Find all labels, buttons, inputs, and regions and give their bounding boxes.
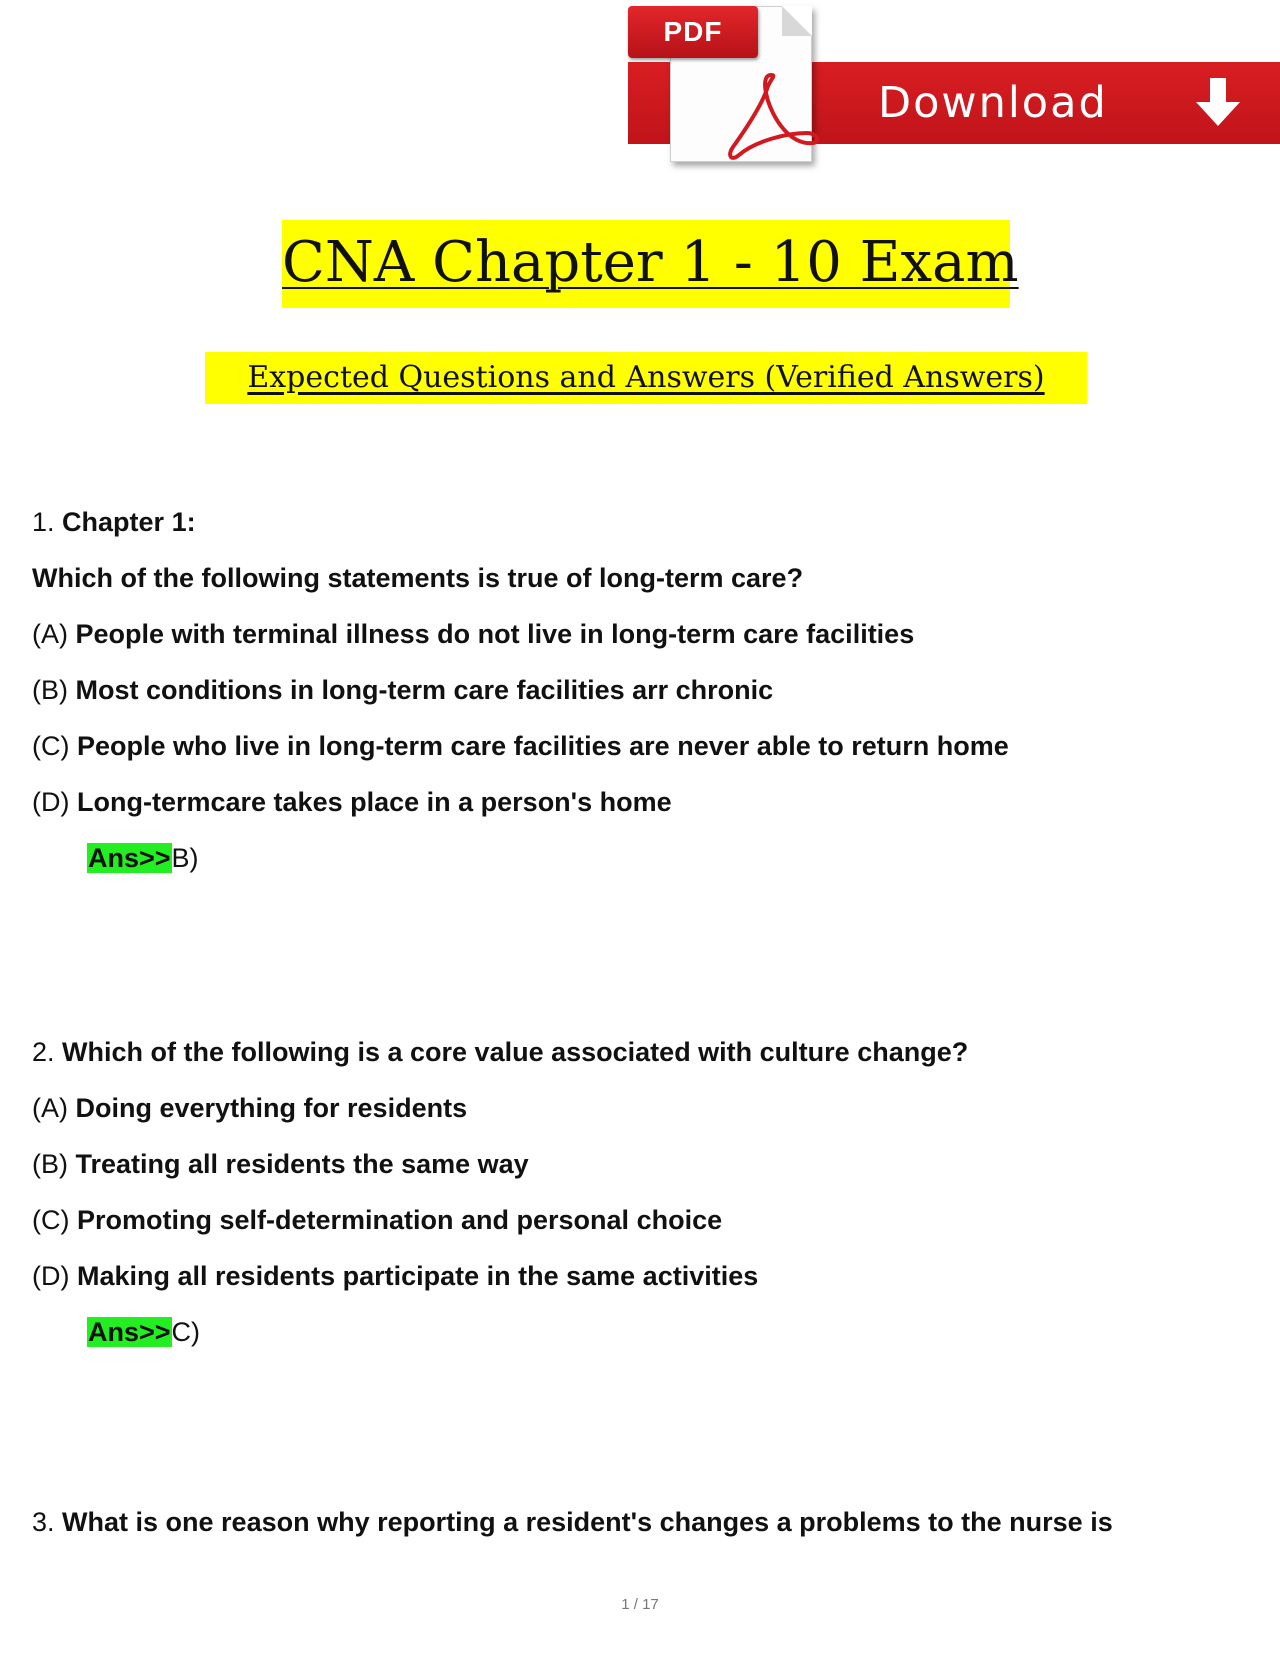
option-text: Most conditions in long-term care facilities arr chronic xyxy=(75,675,774,705)
question-2-option-d xyxy=(32,1256,758,1296)
pdf-download-banner[interactable] xyxy=(628,0,1280,170)
page-fold xyxy=(782,6,812,36)
option-letter: (D) xyxy=(32,787,70,817)
question-text: Which of the following is a core value associated with culture change? xyxy=(62,1037,969,1067)
option-letter: (D) xyxy=(32,1261,70,1291)
question-2-option-b xyxy=(32,1144,529,1184)
answer-value: C) xyxy=(171,1317,201,1347)
option-letter: (A) xyxy=(32,1093,68,1123)
option-text: Long-termcare takes place in a person's home xyxy=(77,787,672,817)
page-title: CNA Chapter 1 - 10 Exam xyxy=(282,230,1019,295)
option-text: People who live in long-term care facilities are never able to return home xyxy=(77,731,1009,761)
answer-label: Ans>> xyxy=(88,843,171,873)
question-1-option-d xyxy=(32,782,672,822)
question-1-option-c xyxy=(32,726,1009,766)
question-number: 3. xyxy=(32,1507,55,1537)
download-arrow-icon[interactable] xyxy=(1194,78,1242,128)
answer-label: Ans>> xyxy=(88,1317,171,1347)
question-number: 2. xyxy=(32,1037,55,1067)
question-1-heading xyxy=(32,502,196,542)
option-letter: (A) xyxy=(32,619,68,649)
question-number: 1. xyxy=(32,507,55,537)
page-indicator: 1 / 17 xyxy=(621,1596,659,1613)
chapter-heading: Chapter 1: xyxy=(62,507,196,537)
option-text: Making all residents participate in the same activities xyxy=(77,1261,759,1291)
option-letter: (C) xyxy=(32,1205,70,1235)
option-letter: (B) xyxy=(32,1149,68,1179)
question-1-text: Which of the following statements is true of long-term care? xyxy=(32,563,804,593)
option-text: People with terminal illness do not live in long-term care facilities xyxy=(75,619,915,649)
download-label[interactable]: Download xyxy=(878,78,1108,128)
option-text: Treating all residents the same way xyxy=(75,1149,529,1179)
question-2-answer xyxy=(87,1312,200,1352)
question-2-option-c xyxy=(32,1200,722,1240)
option-letter: (B) xyxy=(32,675,68,705)
page-subtitle: Expected Questions and Answers (Verified Answers) xyxy=(247,360,1045,395)
answer-value: B) xyxy=(171,843,199,873)
question-2-option-a xyxy=(32,1088,467,1128)
acrobat-logo-icon xyxy=(721,67,821,167)
question-2-text xyxy=(32,1032,968,1072)
question-3-text xyxy=(32,1502,1113,1542)
question-1-answer xyxy=(87,838,199,878)
question-1-option-a xyxy=(32,614,914,654)
question-1-option-b xyxy=(32,670,773,710)
option-text: Promoting self-determination and personal choice xyxy=(77,1205,723,1235)
pdf-label: PDF xyxy=(628,6,758,58)
question-text: What is one reason why reporting a resident's changes a problems to the nurse is xyxy=(62,1507,1113,1537)
option-text: Doing everything for residents xyxy=(75,1093,468,1123)
option-letter: (C) xyxy=(32,731,70,761)
